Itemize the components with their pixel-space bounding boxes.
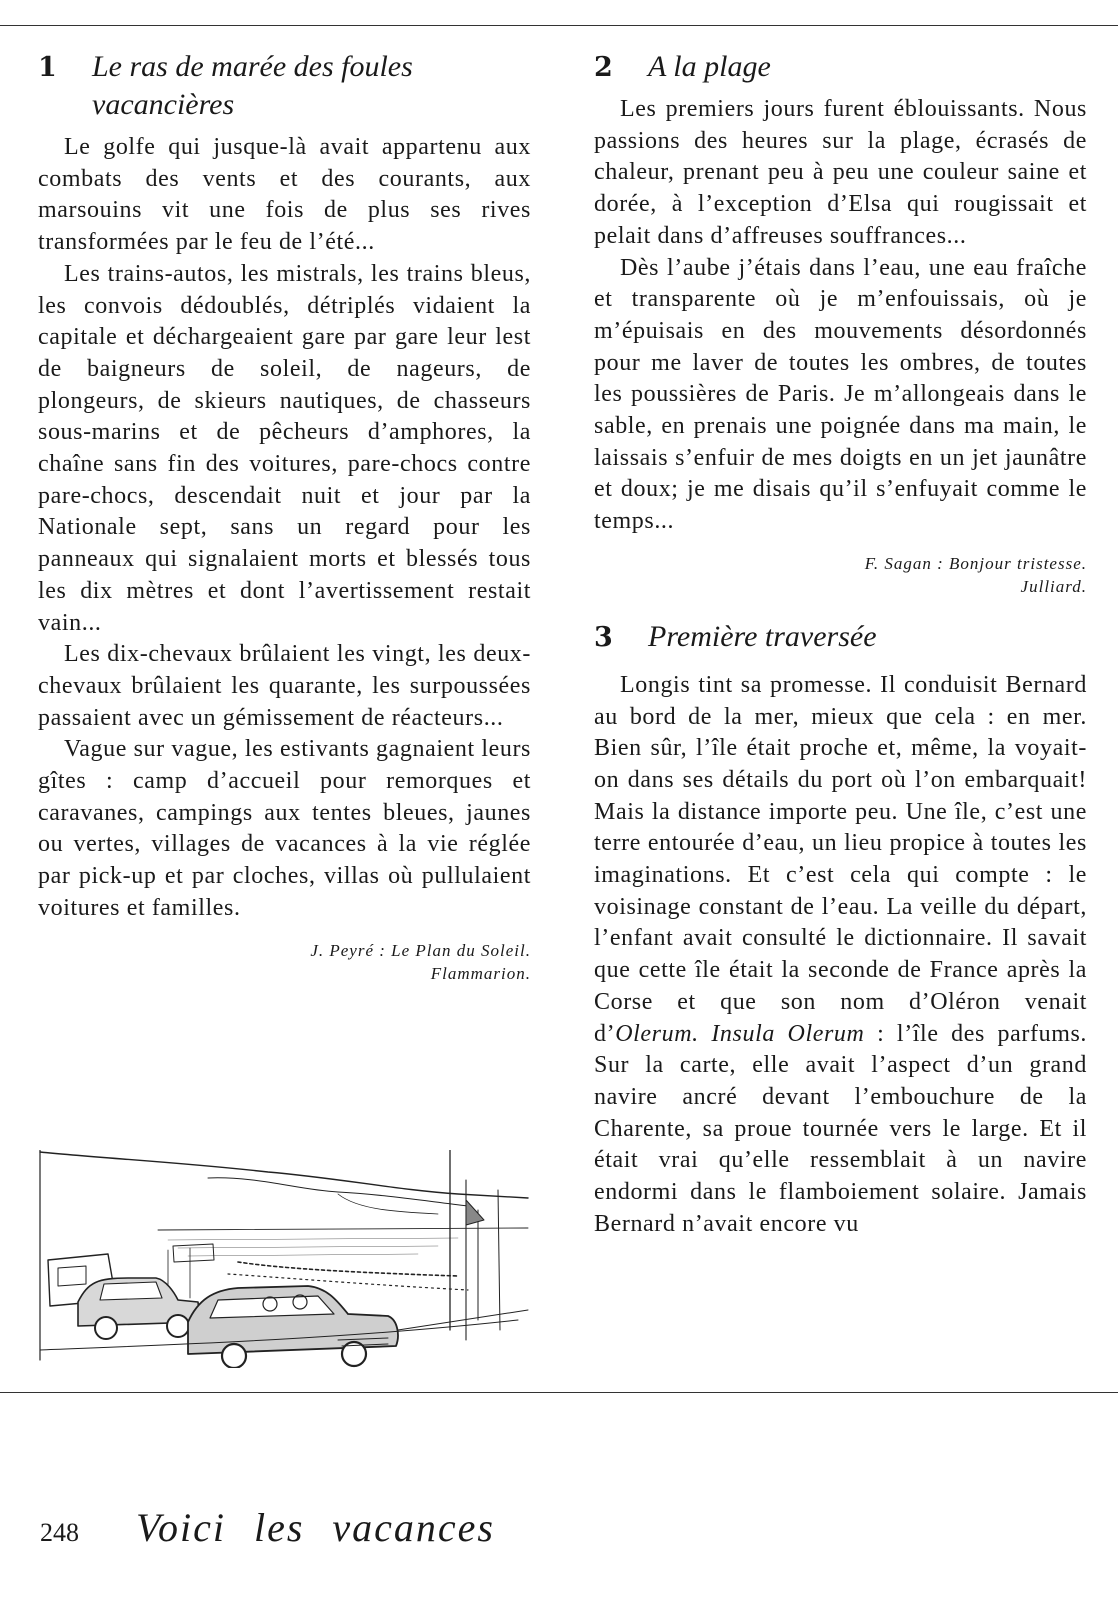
section-3-paragraph <box>594 670 1087 1241</box>
section-3-text-end: : l’île des parfums. Sur la carte, elle avait l’aspect d’un grand navire ancré devant l’embouchure de la Charente, sa proue tournée vers le large. Et il était vrai qu’elle ressemblait à un navire endormi dans le flamboiement solaire. Jamais Bernard n’avait encore vu <box>594 1020 1088 1237</box>
section-2-paragraph: Dès l’aube j’étais dans l’eau, une eau fraîche et transparente où je m’enfouissais, où je m’épuisais en des mouvements désordonnés pour me laver de toutes les ombres, de toutes les poussières de Paris. Je m’allongeais dans le sable, en prenais une poignée dans ma main, le laissais s’enfuir de mes doigts en un jet jaunâtre et doux; je me disais qu’il s’enfuyait comme le temps... <box>594 254 1087 535</box>
section-2-paragraph: Les premiers jours furent éblouissants. Nous passions des heures sur la plage, écrasés de chaleur, prenant peu à peu une couleur saine et dorée, à l’exception d’Elsa qui rougissait et pelait dans d’affreuses souffrances... <box>594 96 1087 249</box>
section-2-title: A la plage <box>648 50 771 83</box>
section-1-paragraph: Vague sur vague, les estivants gagnaient leurs gîtes : camp d’accueil pour remorques et caravanes, campings aux tentes bleues, jaunes ou vertes, villages de vacances à la vie réglée par pick-up et par cloches, villas où pullulaient voitures et familles. <box>38 736 531 921</box>
section-1-paragraph: Les dix-chevaux brûlaient les vingt, les deux-chevaux brûlaient les quarante, les surpoussées passaient avec un gémissement de réacteurs... <box>38 641 531 731</box>
section-2-source-author: F. Sagan : Bonjour tristesse. <box>864 553 1087 573</box>
page-number: 248 <box>40 1518 79 1547</box>
section-1-paragraph: Les trains-autos, les mistrals, les trains bleus, les convois dédoublés, détriplés vidaient la capitale et déchargeaient gare par gare leur lest de baigneurs de soleil, de nageurs, de plongeurs, de skieurs nautiques, de chasseurs sous-marins et de pêcheurs d’amphores, la chaîne sans fin des voitures, pare-chocs contre pare-chocs, descendait nuit et jour par la Nationale sept, sans un regard pour les panneaux qui signalaient morts et blessés tous les dix mètres et dont l’avertissement restait vain... <box>38 260 531 636</box>
section-3-heading <box>594 618 1087 656</box>
section-1-paragraph: Le golfe qui jusque-là avait appartenu aux combats des vents et des courants, aux marsouins vit une fois de plus ses rives transformées par le feu de l’été... <box>38 134 531 256</box>
section-3-text-start: Longis tint sa promesse. Il conduisit Bernard au bord de la mer, mieux que cela : en mer. Bien sûr, l’île était proche et, même, la voyait-on dans ses détails du port où l’on embarquait! Mais la distance importe peu. Une île, c’est une terre entourée d’eau, un lieu propice à toutes les imaginations. Et c’est cela qui compte : le voisinage constant de l’eau. La veille du départ, l’enfant avait consulté le dictionnaire. Il savait que cette île était la seconde de France après la Corse et que son nom d’Oléron venait d’ <box>594 671 1087 1047</box>
beach-traffic-illustration <box>38 1150 531 1368</box>
section-1-heading <box>38 48 531 124</box>
section-2-source-publisher: Julliard. <box>1020 576 1087 596</box>
section-3-italic-insula: Insula Olerum <box>711 1020 865 1047</box>
section-3-title: Première traversée <box>648 619 877 653</box>
left-column <box>38 48 531 985</box>
section-3-space <box>699 1021 712 1047</box>
section-1-title: Le ras de marée des foules vacancières <box>92 50 413 121</box>
bottom-rule <box>0 1392 1118 1393</box>
section-1-source-author: J. Peyré : Le Plan du Soleil. <box>310 940 531 960</box>
section-1-number: 1 <box>38 52 57 83</box>
section-3-italic-olerum: Olerum. <box>615 1020 699 1047</box>
section-3-number: 3 <box>594 621 613 653</box>
section-2-source <box>594 552 1087 598</box>
chapter-title: Voici les vacances <box>136 1505 495 1550</box>
top-rule <box>0 25 1118 26</box>
section-1-source <box>38 939 531 985</box>
right-column <box>594 48 1087 1241</box>
section-1-source-publisher: Flammarion. <box>430 963 531 983</box>
section-2-number: 2 <box>594 52 613 83</box>
section-2-heading <box>594 48 1087 86</box>
